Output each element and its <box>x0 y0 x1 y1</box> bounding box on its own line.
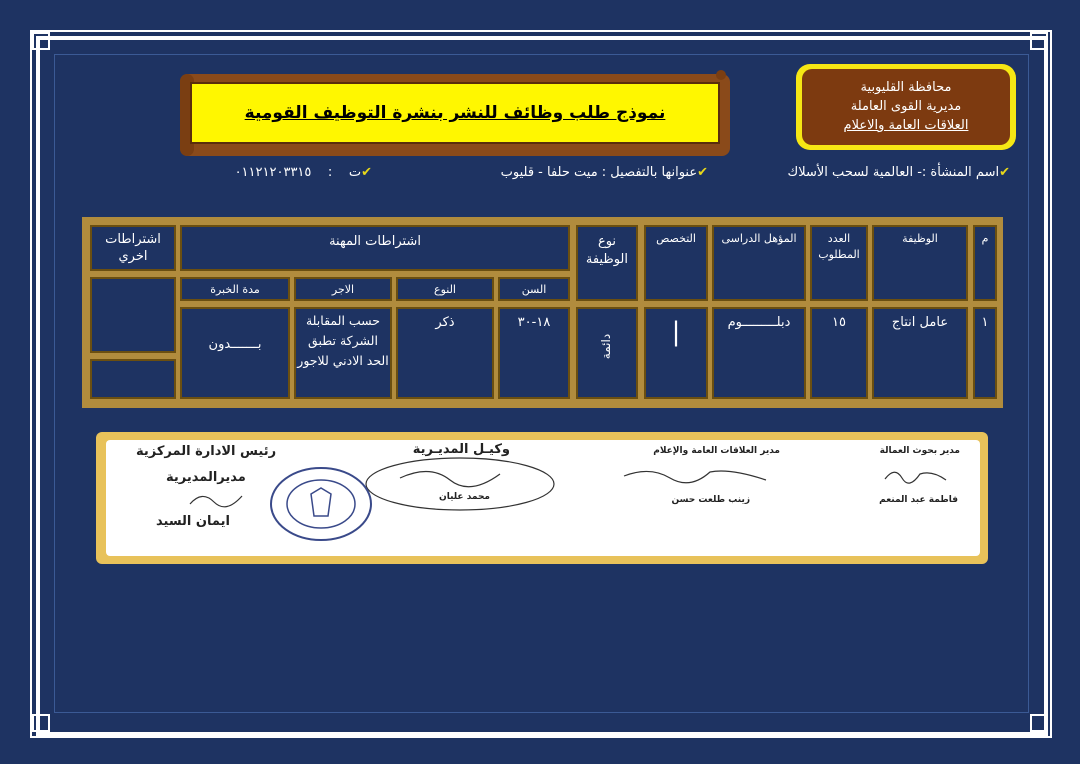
undersecretary-name: محمد عليان <box>439 492 490 502</box>
header-job: الوظيفة <box>872 225 968 301</box>
scroll-curl-dot <box>716 70 726 80</box>
official-seal-icon <box>266 464 376 544</box>
department-name: العلاقات العامة والاعلام <box>843 118 969 133</box>
signature-area <box>106 440 980 556</box>
header-num: م <box>973 225 997 301</box>
header-profession-conditions: اشتراطات المهنة <box>180 225 570 271</box>
central-admin-name: ايمان السيد <box>156 514 230 529</box>
row-job: عامل انتاج <box>872 307 968 399</box>
company-info <box>788 165 1010 180</box>
phone-info <box>235 165 372 180</box>
phone-number: ٠١١٢١٢٠٣٣١٥ <box>234 165 312 180</box>
directorate-name: مديرية القوى العاملة <box>850 99 962 114</box>
organization-panel <box>802 69 1010 145</box>
corner-ornament <box>1030 32 1048 50</box>
row-experience: بـــــــدون <box>180 307 290 399</box>
row-count: ١٥ <box>810 307 868 399</box>
company-name: اسم المنشأة :- العالمية لسحب الأسلاك <box>787 165 1000 180</box>
directorate-head-title: مديرالمديرية <box>166 470 246 485</box>
row-num: ١ <box>973 307 997 399</box>
header-age: السن <box>498 277 570 301</box>
company-address: عنوانها بالتفصيل : ميت حلفا - قليوب <box>500 165 698 180</box>
header-specialty: التخصص <box>644 225 708 301</box>
check-icon: ✔ <box>999 165 1010 180</box>
research-manager-title: مدير بحوث العمالة <box>879 446 960 456</box>
pr-manager-title: مدير العلاقات العامة والإعلام <box>653 446 780 456</box>
pr-manager-name: زينب طلعت حسن <box>671 495 750 505</box>
signature-mark <box>186 488 246 512</box>
phone-label: ت <box>348 165 362 180</box>
phone-separator: : <box>327 165 333 180</box>
signature-mark <box>620 462 770 486</box>
corner-ornament <box>32 714 50 732</box>
signature-panel <box>96 432 988 564</box>
undersecretary-title: وكيـل المديـرية <box>412 442 510 457</box>
jobs-table <box>82 217 1003 408</box>
row-salary: حسب المقابلة الشركة تطبق الحد الادني للاجور <box>294 307 392 399</box>
signature-mark <box>880 464 950 486</box>
title-panel <box>190 82 720 144</box>
research-manager-name: فاطمة عبد المنعم <box>879 495 958 505</box>
corner-ornament <box>32 32 50 50</box>
header-job-type: نوع الوظيفة <box>576 225 638 301</box>
governorate-name: محافظة القليوبية <box>860 80 952 95</box>
header-salary: الاجر <box>294 277 392 301</box>
header-other-conditions: اشتراطات اخري <box>90 225 176 271</box>
job-type-value: دائمة <box>599 333 614 360</box>
header-gender: النوع <box>396 277 494 301</box>
other-conditions-value <box>90 359 176 399</box>
central-admin-title: رئيس الادارة المركزية <box>136 444 277 459</box>
signature-mark <box>360 450 560 520</box>
check-icon: ✔ <box>361 165 372 180</box>
header-qualification: المؤهل الدراسى <box>712 225 806 301</box>
address-info <box>501 165 708 180</box>
row-job-type <box>576 307 638 399</box>
row-qualification: دبلـــــــــوم <box>712 307 806 399</box>
check-icon: ✔ <box>697 165 708 180</box>
row-age: ١٨-٣٠ <box>498 307 570 399</box>
row-gender: ذكر <box>396 307 494 399</box>
header-count: العدد المطلوب <box>810 225 868 301</box>
corner-ornament <box>1030 714 1048 732</box>
organization-badge <box>796 64 1016 150</box>
row-specialty: | <box>644 307 708 399</box>
other-conditions-blank <box>90 277 176 353</box>
page-title: نموذج طلب وظائف للنشر بنشرة التوظيف القومية <box>244 103 666 123</box>
title-banner <box>180 74 730 156</box>
header-experience: مدة الخبرة <box>180 277 290 301</box>
